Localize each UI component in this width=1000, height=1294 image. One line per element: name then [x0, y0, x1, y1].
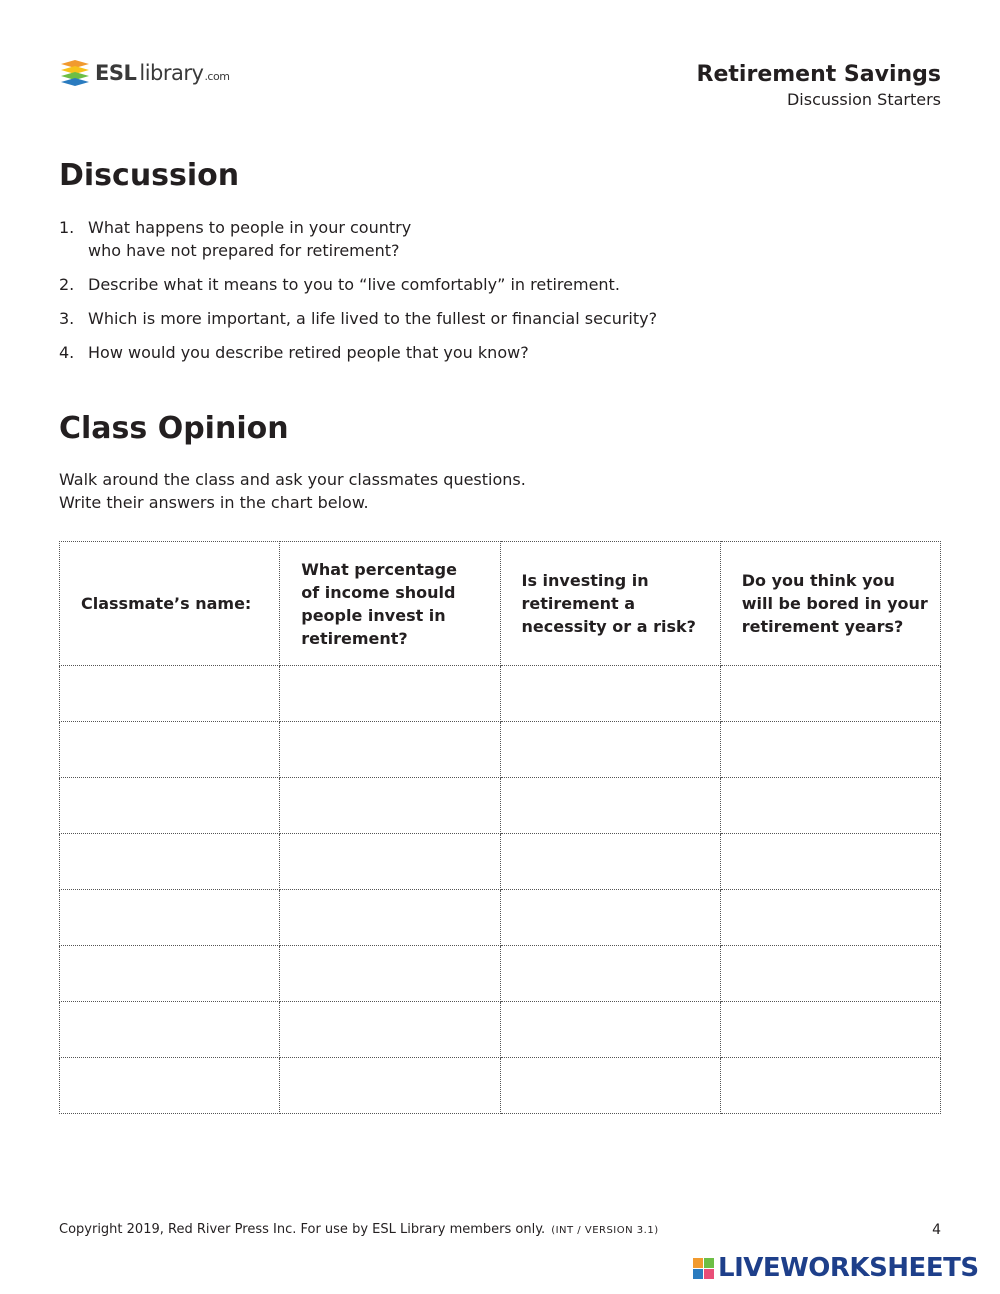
- logo-wordmark: [95, 61, 229, 85]
- header-investing-necessity: Is investing in retirement a necessity or a risk?: [500, 542, 720, 666]
- liveworksheets-logo: [693, 1254, 979, 1282]
- chart-answer-row: [60, 834, 941, 890]
- logo-com-text: .com: [204, 70, 230, 83]
- question-number: 3.: [59, 309, 75, 328]
- question-text: Describe what it means to you to “live comfortably” in retirement.: [88, 275, 620, 294]
- answer-cell[interactable]: [720, 1002, 940, 1058]
- answer-cell[interactable]: [500, 1058, 720, 1114]
- answer-cell[interactable]: [720, 890, 940, 946]
- question-text: What happens to people in your country who have not prepared for retirement?: [88, 218, 412, 260]
- chart-answer-row: [60, 1058, 941, 1114]
- block-i: [704, 1258, 714, 1268]
- answer-cell[interactable]: [280, 946, 500, 1002]
- answer-cell[interactable]: [500, 890, 720, 946]
- answer-cell[interactable]: [500, 778, 720, 834]
- answer-cell[interactable]: [280, 722, 500, 778]
- chart-answer-row: [60, 778, 941, 834]
- answer-cell[interactable]: [500, 946, 720, 1002]
- answer-cell[interactable]: [60, 1002, 280, 1058]
- answer-cell[interactable]: [60, 1058, 280, 1114]
- question-number: 4.: [59, 343, 75, 362]
- chart-answer-row: [60, 666, 941, 722]
- liveworksheets-blocks-icon: [693, 1258, 714, 1279]
- answer-cell[interactable]: [500, 834, 720, 890]
- answer-cell[interactable]: [60, 722, 280, 778]
- chart-header-row: [60, 542, 941, 666]
- discussion-heading: Discussion: [59, 158, 240, 193]
- logo-esl-text: ESL: [95, 61, 137, 85]
- block-l: [693, 1258, 703, 1268]
- discussion-question-list: [59, 216, 859, 375]
- answer-cell[interactable]: [280, 890, 500, 946]
- chart-answer-row: [60, 1002, 941, 1058]
- chart-body: [60, 666, 941, 1114]
- header-bored-in-retirement: Do you think you will be bored in your retirement years?: [720, 542, 940, 666]
- answer-cell[interactable]: [720, 778, 940, 834]
- discussion-question: [59, 216, 859, 262]
- block-e: [704, 1269, 714, 1279]
- question-number: 2.: [59, 275, 75, 294]
- document-title: Retirement Savings: [696, 62, 941, 87]
- answer-cell[interactable]: [280, 1002, 500, 1058]
- question-number: 1.: [59, 218, 75, 237]
- question-text: Which is more important, a life lived to the fullest or financial security?: [88, 309, 658, 328]
- liveworksheets-text: LIVEWORKSHEETS: [718, 1253, 979, 1283]
- copyright-text: Copyright 2019, Red River Press Inc. For use by ESL Library members only.: [59, 1222, 546, 1237]
- stacked-books-icon: [59, 58, 91, 88]
- answer-cell[interactable]: [60, 834, 280, 890]
- answer-cell[interactable]: [60, 778, 280, 834]
- answer-cell[interactable]: [280, 778, 500, 834]
- answer-cell[interactable]: [60, 890, 280, 946]
- chart-answer-row: [60, 946, 941, 1002]
- instruction-line: Walk around the class and ask your classmates questions.: [59, 470, 526, 489]
- class-opinion-heading: Class Opinion: [59, 411, 289, 446]
- answer-cell[interactable]: [720, 1058, 940, 1114]
- question-text: How would you describe retired people that you know?: [88, 343, 529, 362]
- answer-cell[interactable]: [280, 666, 500, 722]
- answer-cell[interactable]: [720, 834, 940, 890]
- copyright-footer: [59, 1222, 659, 1237]
- instruction-line: Write their answers in the chart below.: [59, 493, 369, 512]
- answer-cell[interactable]: [280, 834, 500, 890]
- class-opinion-instructions: [59, 468, 659, 514]
- answer-cell[interactable]: [720, 722, 940, 778]
- header-classmate-name: Classmate’s name:: [60, 542, 280, 666]
- version-label: (INT / VERSION 3.1): [551, 1225, 659, 1236]
- header-income-percentage: What percentage of income should people invest in retirement?: [280, 542, 500, 666]
- logo-library-text: library: [139, 61, 204, 85]
- discussion-question: [59, 341, 859, 364]
- answer-cell[interactable]: [500, 1002, 720, 1058]
- block-v: [693, 1269, 703, 1279]
- answer-cell[interactable]: [60, 946, 280, 1002]
- chart-answer-row: [60, 890, 941, 946]
- answer-cell[interactable]: [720, 666, 940, 722]
- esl-library-logo: [59, 58, 229, 88]
- class-opinion-chart: [59, 541, 941, 1114]
- discussion-question: [59, 307, 859, 330]
- document-header: [697, 61, 941, 111]
- answer-cell[interactable]: [500, 722, 720, 778]
- answer-cell[interactable]: [720, 946, 940, 1002]
- answer-cell[interactable]: [280, 1058, 500, 1114]
- page-number: 4: [932, 1222, 941, 1238]
- answer-cell[interactable]: [60, 666, 280, 722]
- document-subtitle: Discussion Starters: [786, 90, 941, 109]
- discussion-question: [59, 273, 859, 296]
- chart-answer-row: [60, 722, 941, 778]
- answer-cell[interactable]: [500, 666, 720, 722]
